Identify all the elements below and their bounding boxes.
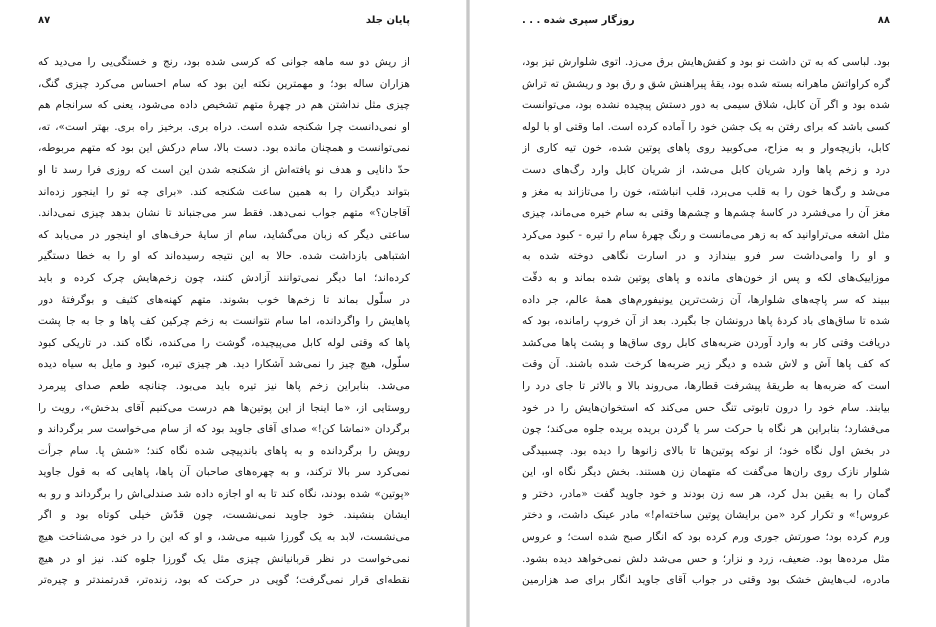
text-line: نمی‌کرد سر بالا ترکند، و به چهره‌های صاحبان آن پاها، پاهایی که به قول جاوید xyxy=(38,466,410,479)
text-line: هزاران ساله بود؛ و مهمترین نکته این بود که سام احساس می‌کرد چیزی گنگ، xyxy=(38,77,410,90)
text-line: در بخش اول نگاه خود؛ از نوکه پوتین‌ها تا بالای زانوها را دیده بود. چسبیدگی xyxy=(522,444,890,457)
left-page xyxy=(0,0,466,627)
text-line: بیابند. سام خود را درون تابوتی تنگ حس می‌کند که استخوان‌هایش را در خود xyxy=(522,401,890,414)
right-page xyxy=(470,0,936,627)
text-line: شده بود و اگر آن کابل، شلاق سیمی به دور دستش پیچیده نشده بود، می‌توانست xyxy=(522,99,890,112)
text-line: او نمی‌دانست چرا شکنجه شده است. دراه بری. برخیز راه بری. بهتر است»، ته، xyxy=(38,120,410,133)
page-number: ۸۷ xyxy=(38,15,51,26)
text-line: عروس!» و تکرار کرد «من برایشان پوتین ساخته‌ام!» مادر عینک داشت، و دختر xyxy=(522,509,890,522)
text-line: می‌فشارد؛ بنابراین هر نگاه با حرکت سر یا گردن بریده بریده جلوه می‌کند؛ چون xyxy=(522,423,890,436)
text-line: است که ضربه‌ها به طریقهٔ پیشرفت قطارها، می‌روند بالا و بالاتر تا جای درد را xyxy=(522,379,890,392)
body-text xyxy=(38,52,410,592)
text-line: حدّ دانایی و هدف نو یافته‌اش از شکنجه شدن این است که روزی فرا رسد تا او xyxy=(38,163,410,176)
text-line: اشتباهی بازداشت شده. حالا به این نتیجه رسیده‌اند که او را به خطا دستگیر xyxy=(38,250,410,263)
text-line: سلّول، هیچ چیز را نمی‌شد آشکارا دید. هر چیزی تیره، کبود و مایل به سیاه دیده xyxy=(38,358,410,371)
text-line: ورم کرده بود؛ صورتش جوری ورم کرده بود که انگار صبح شده است؛ و عروس xyxy=(522,531,890,544)
text-line: پاها که وقتی لوله کابل می‌پیچیده، گوشت را می‌کنده، نگاه کند. در تاریکی کبود xyxy=(38,336,410,349)
text-line: رویش را برگردانده و به پاهای باندپیچی شده نگاه کند؛ «شش پا. سام جرأت xyxy=(38,444,410,457)
page-number: ۸۸ xyxy=(877,15,890,26)
text-line: چیزی مثل نداشتن هم در چهرهٔ متهم تشخیص داده می‌شود، یعنی که سرانجام هم xyxy=(38,99,410,112)
text-line: ساعتی دیگر که زبان می‌گشاید، سام از سایهٔ حرف‌های او اینجور در می‌یابد که xyxy=(38,228,410,241)
text-line: مثل اشغه می‌تراوانید که به زهر می‌مانست و رنگ چهرهٔ سام را تیره - کبود می‌کرد xyxy=(522,228,890,241)
text-line: آقاجان؟» متهم جواب نمی‌دهد. فقط سر می‌جنباند تا نشان بدهد چیزی نمی‌داند. xyxy=(38,207,410,220)
text-line: بود. لباسی که به تن داشت نو بود و کفش‌هایش برق می‌زد. اتوی شلوارش تیز بود، xyxy=(522,56,890,68)
text-line: از ریش دو سه ماهه جوانی که کرسی شده بود، رنج و خستگی‌یی را می‌دید که xyxy=(38,56,410,68)
text-line: و او را وامی‌داشت سر فرو بیندازد و در اسارت نگاهی دوخته شده به xyxy=(522,250,890,263)
text-line: شده تا ساق‌های باد کردهٔ پاها درونشان جا بگیرد. بعد از آن خروپ رامانده، بود که xyxy=(522,315,890,328)
text-line: کابل، بازیچه‌وار و به مزاح، می‌کوبید روی پاهای پوتین شده، خون تیه کاری از xyxy=(522,142,890,155)
text-line: «پوتین» شده بودند، نگاه کند تا به او اجازه داده شد صندلی‌اش را برگرداند و رو به xyxy=(38,487,410,500)
text-line: برگردان «نماشا کن!» صدای آقای جاوید بود که از سام می‌خواست سر برگرداند و xyxy=(38,423,410,436)
text-line: می‌نشست، لابد به یک گورزا شبیه می‌شد، و او که این را در خود می‌شناخت هیچ xyxy=(38,531,410,544)
running-head: روزگار سپری شده . . . xyxy=(522,15,635,26)
text-line: می‌شد. بنابراین زخم پاها نیز تیره باید می‌بود. چنانچه طعم صدای پیرمرد xyxy=(38,379,410,392)
text-line: بتواند دیگران را به همین ساعت شکنجه کند. «برای چه تو را اینجور زده‌اند xyxy=(38,185,410,198)
page-header xyxy=(38,14,410,28)
text-line: درد و زخم پاها وارد شریان کابل می‌شد، از شریان کابل وارد رگ‌های دست xyxy=(522,163,890,176)
text-line: گره کراواتش ماهرانه بسته شده بود، یقهٔ پیراهنش شق و رق بود و ریشش ته تراش xyxy=(522,77,890,90)
text-line: ایشان بنشیند. خود جاوید نمی‌نشست، چون قدّش خیلی کوتاه بود و اگر xyxy=(38,509,410,522)
text-line: مادره، لب‌هایش خشک بود وقتی در جواب آقای جاوید انگار برای صد هزارمین xyxy=(522,574,890,587)
text-line: ببیند که سر پاچه‌های شلوارها، آن زشت‌ترین یونیفورم‌های همهٔ عالم، جر داده xyxy=(522,293,890,306)
text-line: گمان را به یقین بدل کرد، هر سه زن بودند و خود جاوید گفت «مادر، دختر و xyxy=(522,487,890,500)
text-line: در سلّول بماند تا زخم‌ها خوب بشوند. متهم کهنه‌های کثیف و بوگرفتهٔ دور xyxy=(38,293,410,306)
text-line: نمی‌خواست در نظر قربانیانش چیزی مثل یک گورزا جلوه کند. نیز او در هیچ xyxy=(38,552,410,565)
text-line: شلوار نازک روی ران‌ها می‌گفت که متهمان زن هستند. بخش دیگر نگاه او، این xyxy=(522,466,890,479)
page-header xyxy=(522,14,890,28)
text-line: پاهایش را واگردانده، اما سام نتوانست به زخم چرکین کف پاها و جا به جا پشت xyxy=(38,315,410,328)
running-head: پایان جلد xyxy=(365,15,410,26)
text-line: کرده‌اند؛ اما دیگر نمی‌توانند آزادش کنند، چون زخم‌هایش چرک کرده و باید xyxy=(38,271,410,284)
text-line: موزاییک‌های لکه و پس از خون‌های مانده و پاهای پوتین شده بماند و به دقّت xyxy=(522,271,890,284)
text-line: می‌شد و رگ‌ها خون را به قلب می‌برد، قلب انباشته، خون را می‌تازاند به مغز و xyxy=(522,185,890,198)
text-line: کسی باشد که برای رفتن به یک جشن خود را آماده کرده است. اما وقتی او با لوله xyxy=(522,120,890,133)
text-line: روستایی از، «ما اینجا از این پوتین‌ها هم درست می‌کنیم آقای بدخش»، رویت را xyxy=(38,401,410,414)
text-line: دریافت وقتی کار به وارد آوردن ضربه‌های کابل روی ساق‌ها و پشت پاها می‌کشد xyxy=(522,336,890,349)
body-text xyxy=(522,52,890,592)
text-line: نقطه‌ای قرار نمی‌گرفت؛ گویی در حرکت که بود، زنده‌تر، قدرتمندتر و چیره‌تر xyxy=(38,574,410,587)
text-line: نمی‌توانست و همچنان مانده بود. دست بالا، سام درکش این بود که متهم مربوطه، xyxy=(38,142,410,155)
text-line: که کف پاها آش و لاش شده و دیگر زیر ضربه‌ها کرخت شده باشند. آن وقت xyxy=(522,358,890,371)
text-line: مغز آن را می‌فشرد در کاسهٔ چشم‌ها و چشم‌ها وقتی به سام خیره می‌ماند، چیزی xyxy=(522,207,890,220)
text-line: مثل مرده‌ها بود. ضعیف، زرد و نزار؛ و حس می‌شد دلش نمی‌خواهد دیده بشود. xyxy=(522,552,890,565)
